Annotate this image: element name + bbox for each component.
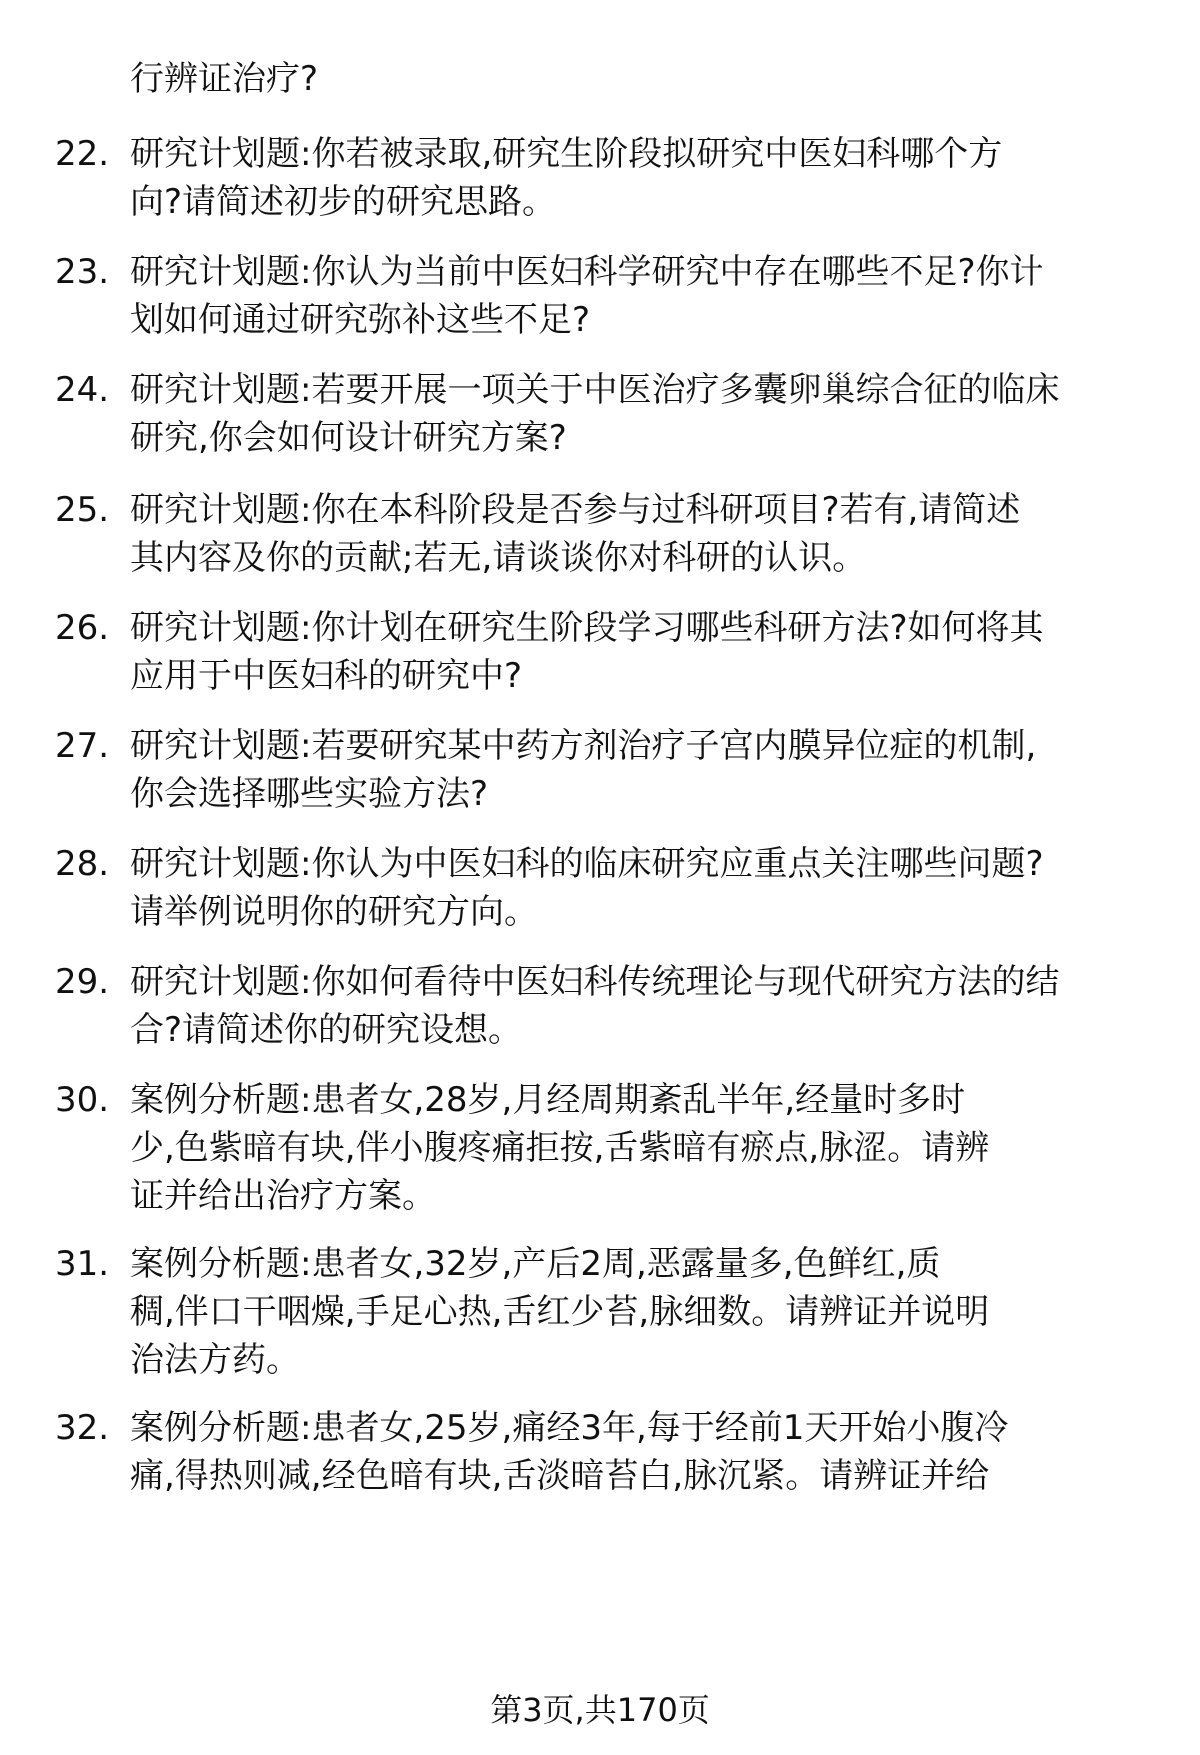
question-text-line: 治法方药。 bbox=[130, 1340, 300, 1380]
question-text-line: 案例分析题:患者女,32岁,产后2周,恶露量多,色鲜红,质 bbox=[130, 1244, 941, 1284]
question-item bbox=[55, 1240, 1175, 1384]
question-item bbox=[55, 604, 1175, 700]
question-text-line: 研究计划题:若要开展一项关于中医治疗多囊卵巢综合征的临床 bbox=[130, 370, 1060, 410]
question-item bbox=[55, 840, 1175, 936]
question-number: 27. bbox=[55, 726, 110, 766]
question-item bbox=[55, 722, 1175, 818]
question-number: 31. bbox=[55, 1244, 110, 1284]
question-text-line: 研究计划题:你认为当前中医妇科学研究中存在哪些不足?你计 bbox=[130, 252, 1044, 292]
question-number: 23. bbox=[55, 252, 110, 292]
question-text-line: 研究计划题:若要研究某中药方剂治疗子宫内膜异位症的机制, bbox=[130, 726, 1037, 766]
question-text-line: 研究,你会如何设计研究方案? bbox=[130, 418, 567, 458]
page-footer: 第3页,共170页 bbox=[490, 1691, 710, 1729]
question-number: 28. bbox=[55, 844, 110, 884]
question-text-line: 研究计划题:你若被录取,研究生阶段拟研究中医妇科哪个方 bbox=[130, 134, 1003, 174]
question-text-line: 研究计划题:你认为中医妇科的临床研究应重点关注哪些问题? bbox=[130, 844, 1044, 884]
question-number: 32. bbox=[55, 1408, 110, 1448]
continuation-line: 行辨证治疗? bbox=[130, 59, 319, 99]
question-item bbox=[55, 486, 1175, 582]
question-text-line: 请举例说明你的研究方向。 bbox=[130, 892, 538, 932]
question-number: 29. bbox=[55, 962, 110, 1002]
question-text-line: 其内容及你的贡献;若无,请谈谈你对科研的认识。 bbox=[130, 538, 867, 578]
question-item bbox=[55, 958, 1175, 1054]
question-text-line: 应用于中医妇科的研究中? bbox=[130, 656, 523, 696]
question-text-line: 合?请简述你的研究设想。 bbox=[130, 1010, 523, 1050]
question-text-line: 少,色紫暗有块,伴小腹疼痛拒按,舌紫暗有瘀点,脉涩。请辨 bbox=[130, 1128, 990, 1168]
question-item bbox=[55, 366, 1175, 462]
question-number: 25. bbox=[55, 490, 110, 530]
question-item bbox=[55, 1076, 1175, 1220]
question-text-line: 划如何通过研究弥补这些不足? bbox=[130, 300, 591, 340]
question-text-line: 向?请简述初步的研究思路。 bbox=[130, 182, 557, 222]
question-text-line: 证并给出治疗方案。 bbox=[130, 1176, 436, 1216]
question-text-line: 案例分析题:患者女,25岁,痛经3年,每于经前1天开始小腹冷 bbox=[130, 1408, 1009, 1448]
question-text-line: 你会选择哪些实验方法? bbox=[130, 774, 489, 814]
question-number: 26. bbox=[55, 608, 110, 648]
question-text-line: 痛,得热则减,经色暗有块,舌淡暗苔白,脉沉紧。请辨证并给 bbox=[130, 1456, 990, 1496]
question-text-line: 研究计划题:你计划在研究生阶段学习哪些科研方法?如何将其 bbox=[130, 608, 1044, 648]
question-text-line: 研究计划题:你如何看待中医妇科传统理论与现代研究方法的结 bbox=[130, 962, 1060, 1002]
question-item bbox=[55, 1404, 1175, 1500]
question-number: 24. bbox=[55, 370, 110, 410]
question-number: 22. bbox=[55, 134, 110, 174]
question-item bbox=[55, 130, 1175, 226]
question-text-line: 案例分析题:患者女,28岁,月经周期紊乱半年,经量时多时 bbox=[130, 1080, 966, 1120]
question-text-line: 稠,伴口干咽燥,手足心热,舌红少苔,脉细数。请辨证并说明 bbox=[130, 1292, 990, 1332]
question-text-line: 研究计划题:你在本科阶段是否参与过科研项目?若有,请简述 bbox=[130, 490, 1021, 530]
question-item bbox=[55, 248, 1175, 344]
question-number: 30. bbox=[55, 1080, 110, 1120]
